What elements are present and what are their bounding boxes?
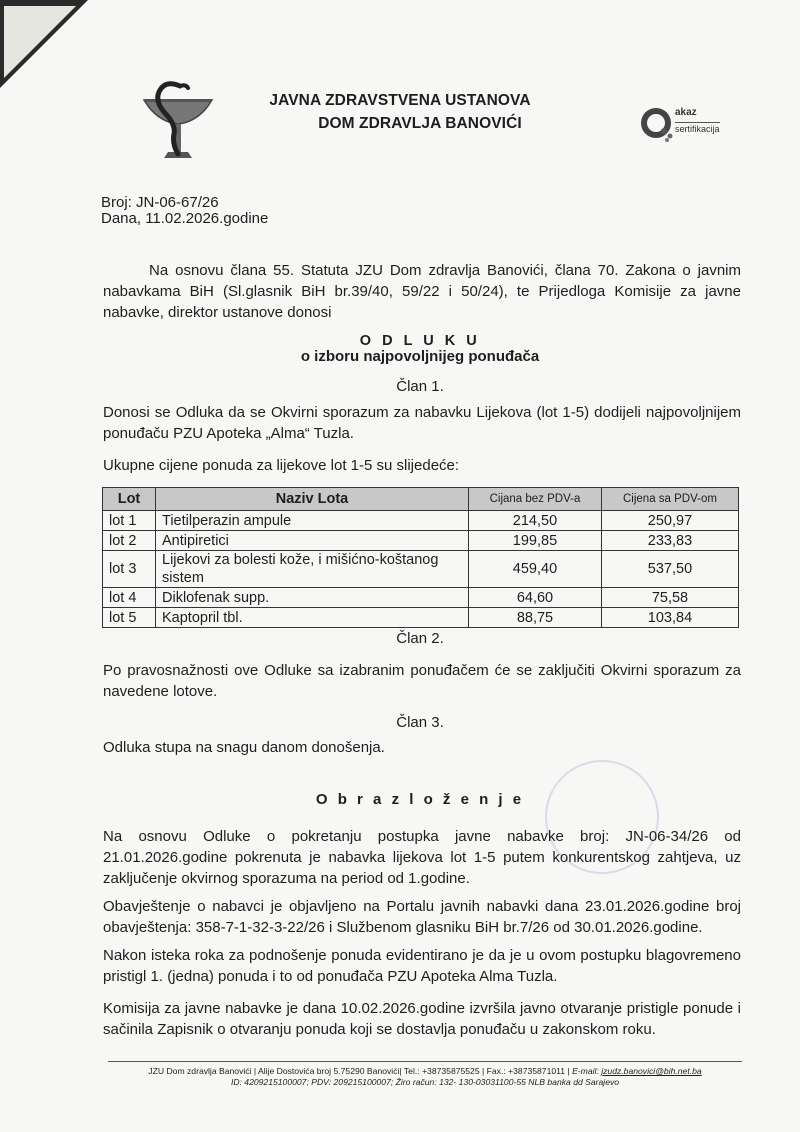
document-number: Broj: JN-06-67/26 bbox=[101, 194, 219, 211]
akaz-logo-subtitle: sertifikacija bbox=[675, 124, 720, 134]
article-1-heading: Član 1. bbox=[396, 378, 444, 395]
cell-lot: lot 2 bbox=[103, 531, 156, 551]
cell-gross: 75,58 bbox=[601, 588, 738, 608]
decision-subtitle: o izboru najpovoljnijeg ponuđača bbox=[300, 348, 540, 365]
lot-prices-table bbox=[102, 487, 739, 628]
caduceus-bowl-icon bbox=[138, 78, 218, 164]
table-header-row bbox=[103, 488, 739, 511]
cell-gross: 233,83 bbox=[601, 531, 738, 551]
cell-net: 88,75 bbox=[469, 608, 602, 628]
cell-lot: lot 5 bbox=[103, 608, 156, 628]
explanation-paragraph-4: Komisija za javne nabavke je dana 10.02.2026.godine izvršila javno otvaranje pristigle ponude i sačinila Zapisnik o otvaranju ponuda koji se dostavlja ponuđaču u zakonskom roku. bbox=[103, 1000, 741, 1038]
table-row bbox=[103, 608, 739, 628]
header-price-net: Cijana bez PDV-a bbox=[469, 488, 602, 511]
cell-gross: 103,84 bbox=[601, 608, 738, 628]
cell-lot: lot 3 bbox=[103, 551, 156, 588]
institution-name-line2: DOM ZDRAVLJA BANOVIĆI bbox=[318, 115, 522, 132]
cell-name: Antipiretici bbox=[156, 531, 469, 551]
cell-lot: lot 4 bbox=[103, 588, 156, 608]
explanation-heading: O b r a z l o ž e n j e bbox=[315, 791, 525, 808]
cell-gross: 250,97 bbox=[601, 511, 738, 531]
cell-lot: lot 1 bbox=[103, 511, 156, 531]
cell-net: 214,50 bbox=[469, 511, 602, 531]
institution-name-line1: JAVNA ZDRAVSTVENA USTANOVA bbox=[269, 92, 531, 109]
article-2-paragraph-1: Po pravosnažnosti ove Odluke sa izabranim ponuđačem će se zaključiti Okvirni sporazum za navedene lotove. bbox=[103, 662, 741, 700]
cell-net: 64,60 bbox=[469, 588, 602, 608]
intro-paragraph bbox=[103, 260, 741, 323]
decision-title: O D L U K U bbox=[359, 333, 481, 349]
cell-name: Tietilperazin ampule bbox=[156, 511, 469, 531]
article-1-paragraph-1: Donosi se Odluka da se Okvirni sporazum za nabavku Lijekova (lot 1-5) dodijeli najpovoljnijem ponuđaču PZU Apoteka „Alma“ Tuzla. bbox=[103, 404, 741, 442]
intro-text: Na osnovu člana 55. Statuta JZU Dom zdravlja Banovići, člana 70. Zakona o javnim nabavkama BiH (Sl.glasnik BiH br.39/40, 59/22 i 50/24), te Prijedloga Komisije za javne nabavke, direktor ustanove donosi bbox=[103, 262, 741, 321]
header-lot-name: Naziv Lota bbox=[156, 488, 469, 511]
explanation-paragraph-1: Na osnovu Odluke o pokretanju postupka javne nabavke broj: JN-06-34/26 od 21.01.2026.godine pokrenuta je nabavka lijekova lot 1-5 putem konkurentskog zahtjeva, uz zaključenje okvirnog sporazuma na period od 1.godine. bbox=[103, 828, 741, 887]
header-price-gross: Cijena sa PDV-om bbox=[601, 488, 738, 511]
article-3-paragraph-1: Odluka stupa na snagu danom donošenja. bbox=[103, 739, 385, 756]
cell-name: Kaptopril tbl. bbox=[156, 608, 469, 628]
header-lot: Lot bbox=[103, 488, 156, 511]
cell-net: 459,40 bbox=[469, 551, 602, 588]
footer-email-link[interactable]: jzudz.banovici@bih.net.ba bbox=[601, 1066, 702, 1076]
footer-email-label: E-mail: bbox=[572, 1066, 599, 1076]
table-row bbox=[103, 551, 739, 588]
article-3-heading: Član 3. bbox=[396, 714, 444, 731]
footer-address-line bbox=[100, 1066, 750, 1076]
article-1-paragraph-2: Ukupne cijene ponuda za lijekove lot 1-5 su slijedeće: bbox=[103, 457, 460, 474]
table-row bbox=[103, 588, 739, 608]
footer-divider bbox=[108, 1061, 742, 1062]
table-row bbox=[103, 531, 739, 551]
cell-net: 199,85 bbox=[469, 531, 602, 551]
cell-name: Diklofenak supp. bbox=[156, 588, 469, 608]
table-row bbox=[103, 511, 739, 531]
document-date: Dana, 11.02.2026.godine bbox=[101, 210, 269, 227]
article-2-heading: Član 2. bbox=[396, 630, 444, 647]
explanation-paragraph-2: Obavještenje o nabavci je objavljeno na Portalu javnih nabavki dana 23.01.2026.godine broj obavještenja: 358-7-1-32-3-22/26 i Službenom glasniku BiH br.7/26 od 30.01.2026.godine. bbox=[103, 898, 741, 936]
cell-gross: 537,50 bbox=[601, 551, 738, 588]
akaz-logo-name: akaz bbox=[675, 107, 697, 118]
footer-ids-line: ID: 4209215100007; PDV: 209215100007; Žiro račun: 132- 130-03031100-55 NLB banka dd Sarajevo bbox=[230, 1077, 620, 1087]
folded-page-corner-inner bbox=[4, 6, 76, 78]
footer-address-text: JZU Dom zdravlja Banovići | Alije Dostovića broj 5.75290 Banovići| Tel.: +38735875525 | Fax.: +38735871011 | bbox=[148, 1066, 573, 1076]
cell-name: Lijekovi za bolesti kože, i mišićno-koštanog sistem bbox=[156, 551, 469, 588]
explanation-paragraph-3: Nakon isteka roka za podnošenje ponuda evidentirano je da je u ovom postupku blagovremeno pristigl 1. (jedna) ponuda i to od ponuđača PZU Apoteka Alma Tuzla. bbox=[103, 947, 741, 985]
